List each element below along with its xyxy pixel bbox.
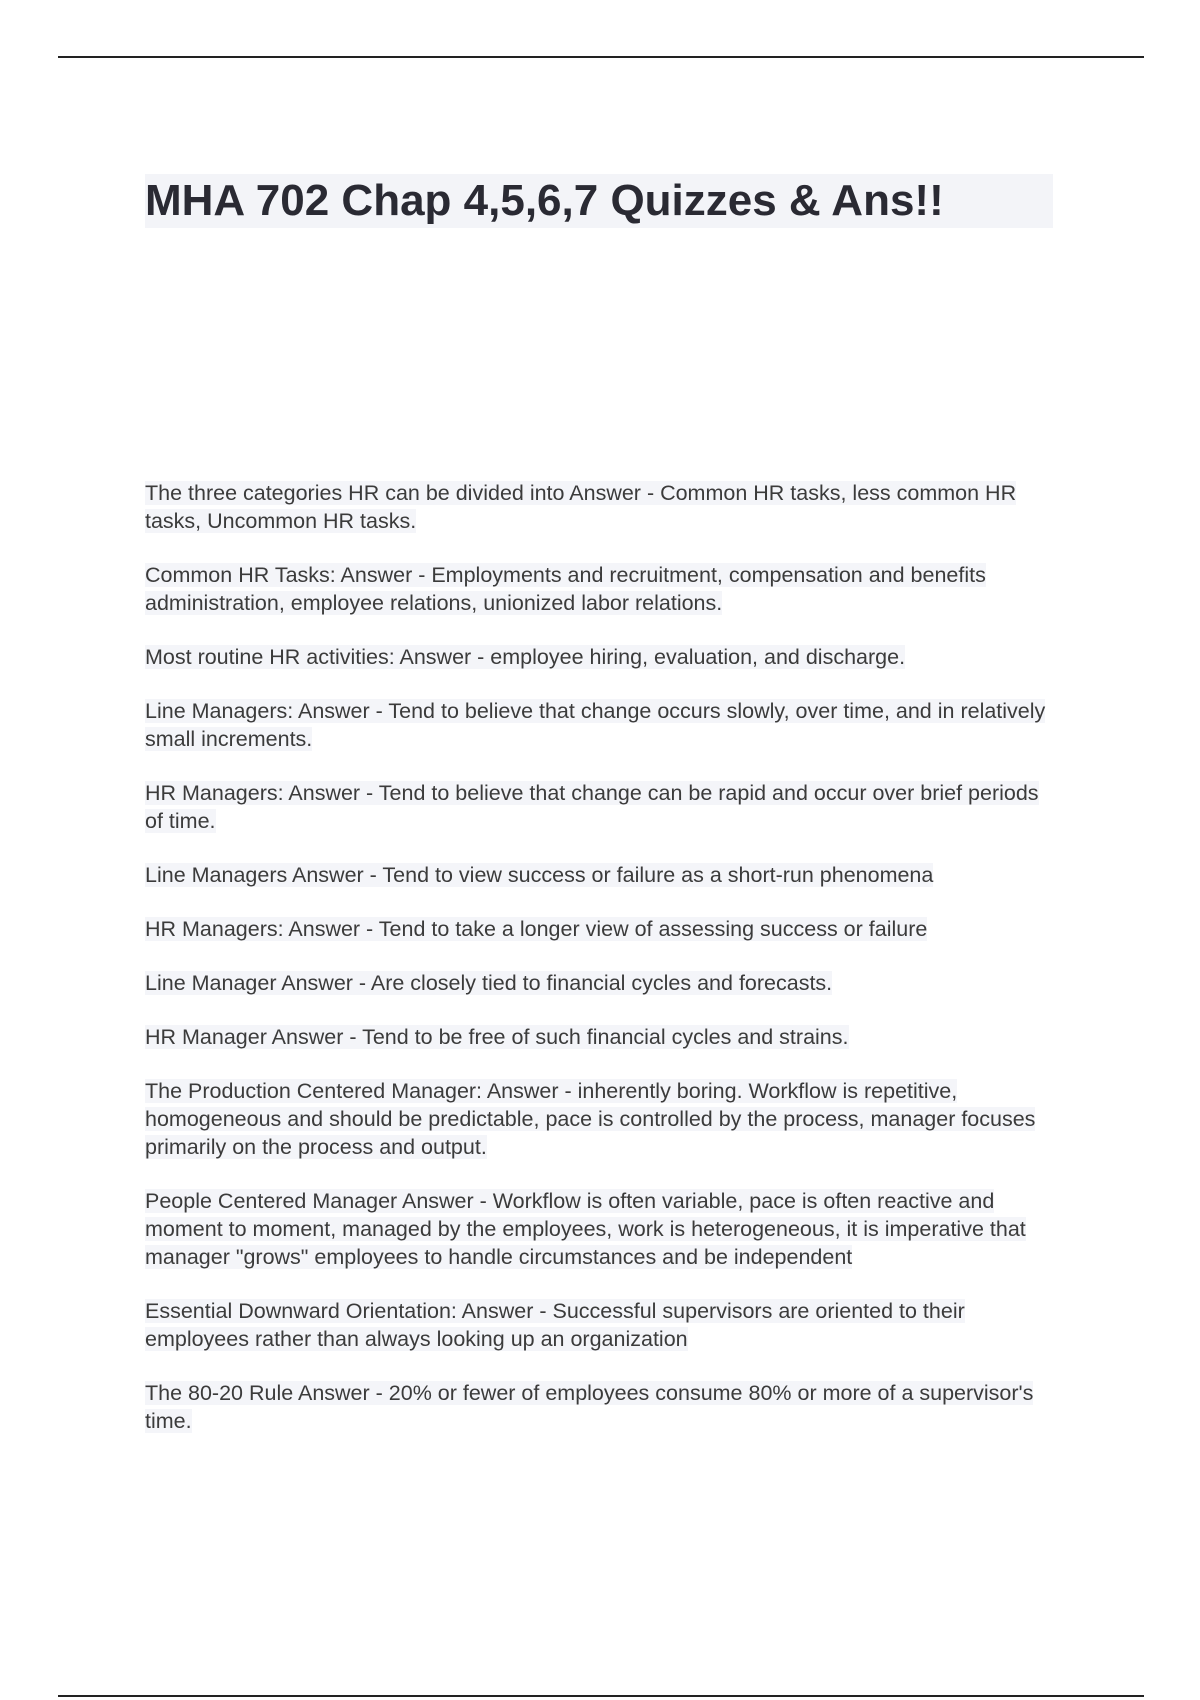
qa-text: People Centered Manager Answer - Workflow is often variable, pace is often reactive and moment to moment, managed by the employees, work is heterogeneous, it is imperative that manager "grows" employees to handle circumstances and be independent [145,1189,1026,1269]
qa-item [145,1077,1055,1161]
qa-text: Common HR Tasks: Answer - Employments and recruitment, compensation and benefits administration, employee relations, unionized labor relations. [145,563,986,615]
qa-text: The Production Centered Manager: Answer - inherently boring. Workflow is repetitive, homogeneous and should be predictable, pace is controlled by the process, manager focuses primarily on the process and output. [145,1079,1036,1159]
qa-item [145,861,1055,889]
qa-item [145,915,1055,943]
qa-text: Most routine HR activities: Answer - employee hiring, evaluation, and discharge. [145,645,906,669]
document-title: MHA 702 Chap 4,5,6,7 Quizzes & Ans!! [145,174,1053,228]
qa-item [145,969,1055,997]
qa-item [145,561,1055,617]
top-rule [58,56,1144,58]
qa-text: Line Managers: Answer - Tend to believe that change occurs slowly, over time, and in relatively small increments. [145,699,1046,751]
qa-item [145,697,1055,753]
qa-text: The 80-20 Rule Answer - 20% or fewer of employees consume 80% or more of a supervisor's time. [145,1381,1034,1433]
qa-text: HR Managers: Answer - Tend to believe that change can be rapid and occur over brief periods of time. [145,781,1039,833]
qa-text: The three categories HR can be divided into Answer - Common HR tasks, less common HR tasks, Uncommon HR tasks. [145,481,1017,533]
qa-item [145,479,1055,535]
qa-item [145,643,1055,671]
qa-text: Line Managers Answer - Tend to view success or failure as a short-run phenomena [145,863,934,887]
qa-item [145,1187,1055,1271]
qa-text: Line Manager Answer - Are closely tied to financial cycles and forecasts. [145,971,833,995]
qa-text: Essential Downward Orientation: Answer - Successful supervisors are oriented to their employees rather than always looking up an organization [145,1299,965,1351]
bottom-rule [58,1695,1144,1697]
qa-text: HR Managers: Answer - Tend to take a longer view of assessing success or failure [145,917,928,941]
qa-item [145,1297,1055,1353]
qa-item [145,1023,1055,1051]
qa-text: HR Manager Answer - Tend to be free of such financial cycles and strains. [145,1025,849,1049]
qa-list [145,479,1055,1461]
qa-item [145,1379,1055,1435]
qa-item [145,779,1055,835]
